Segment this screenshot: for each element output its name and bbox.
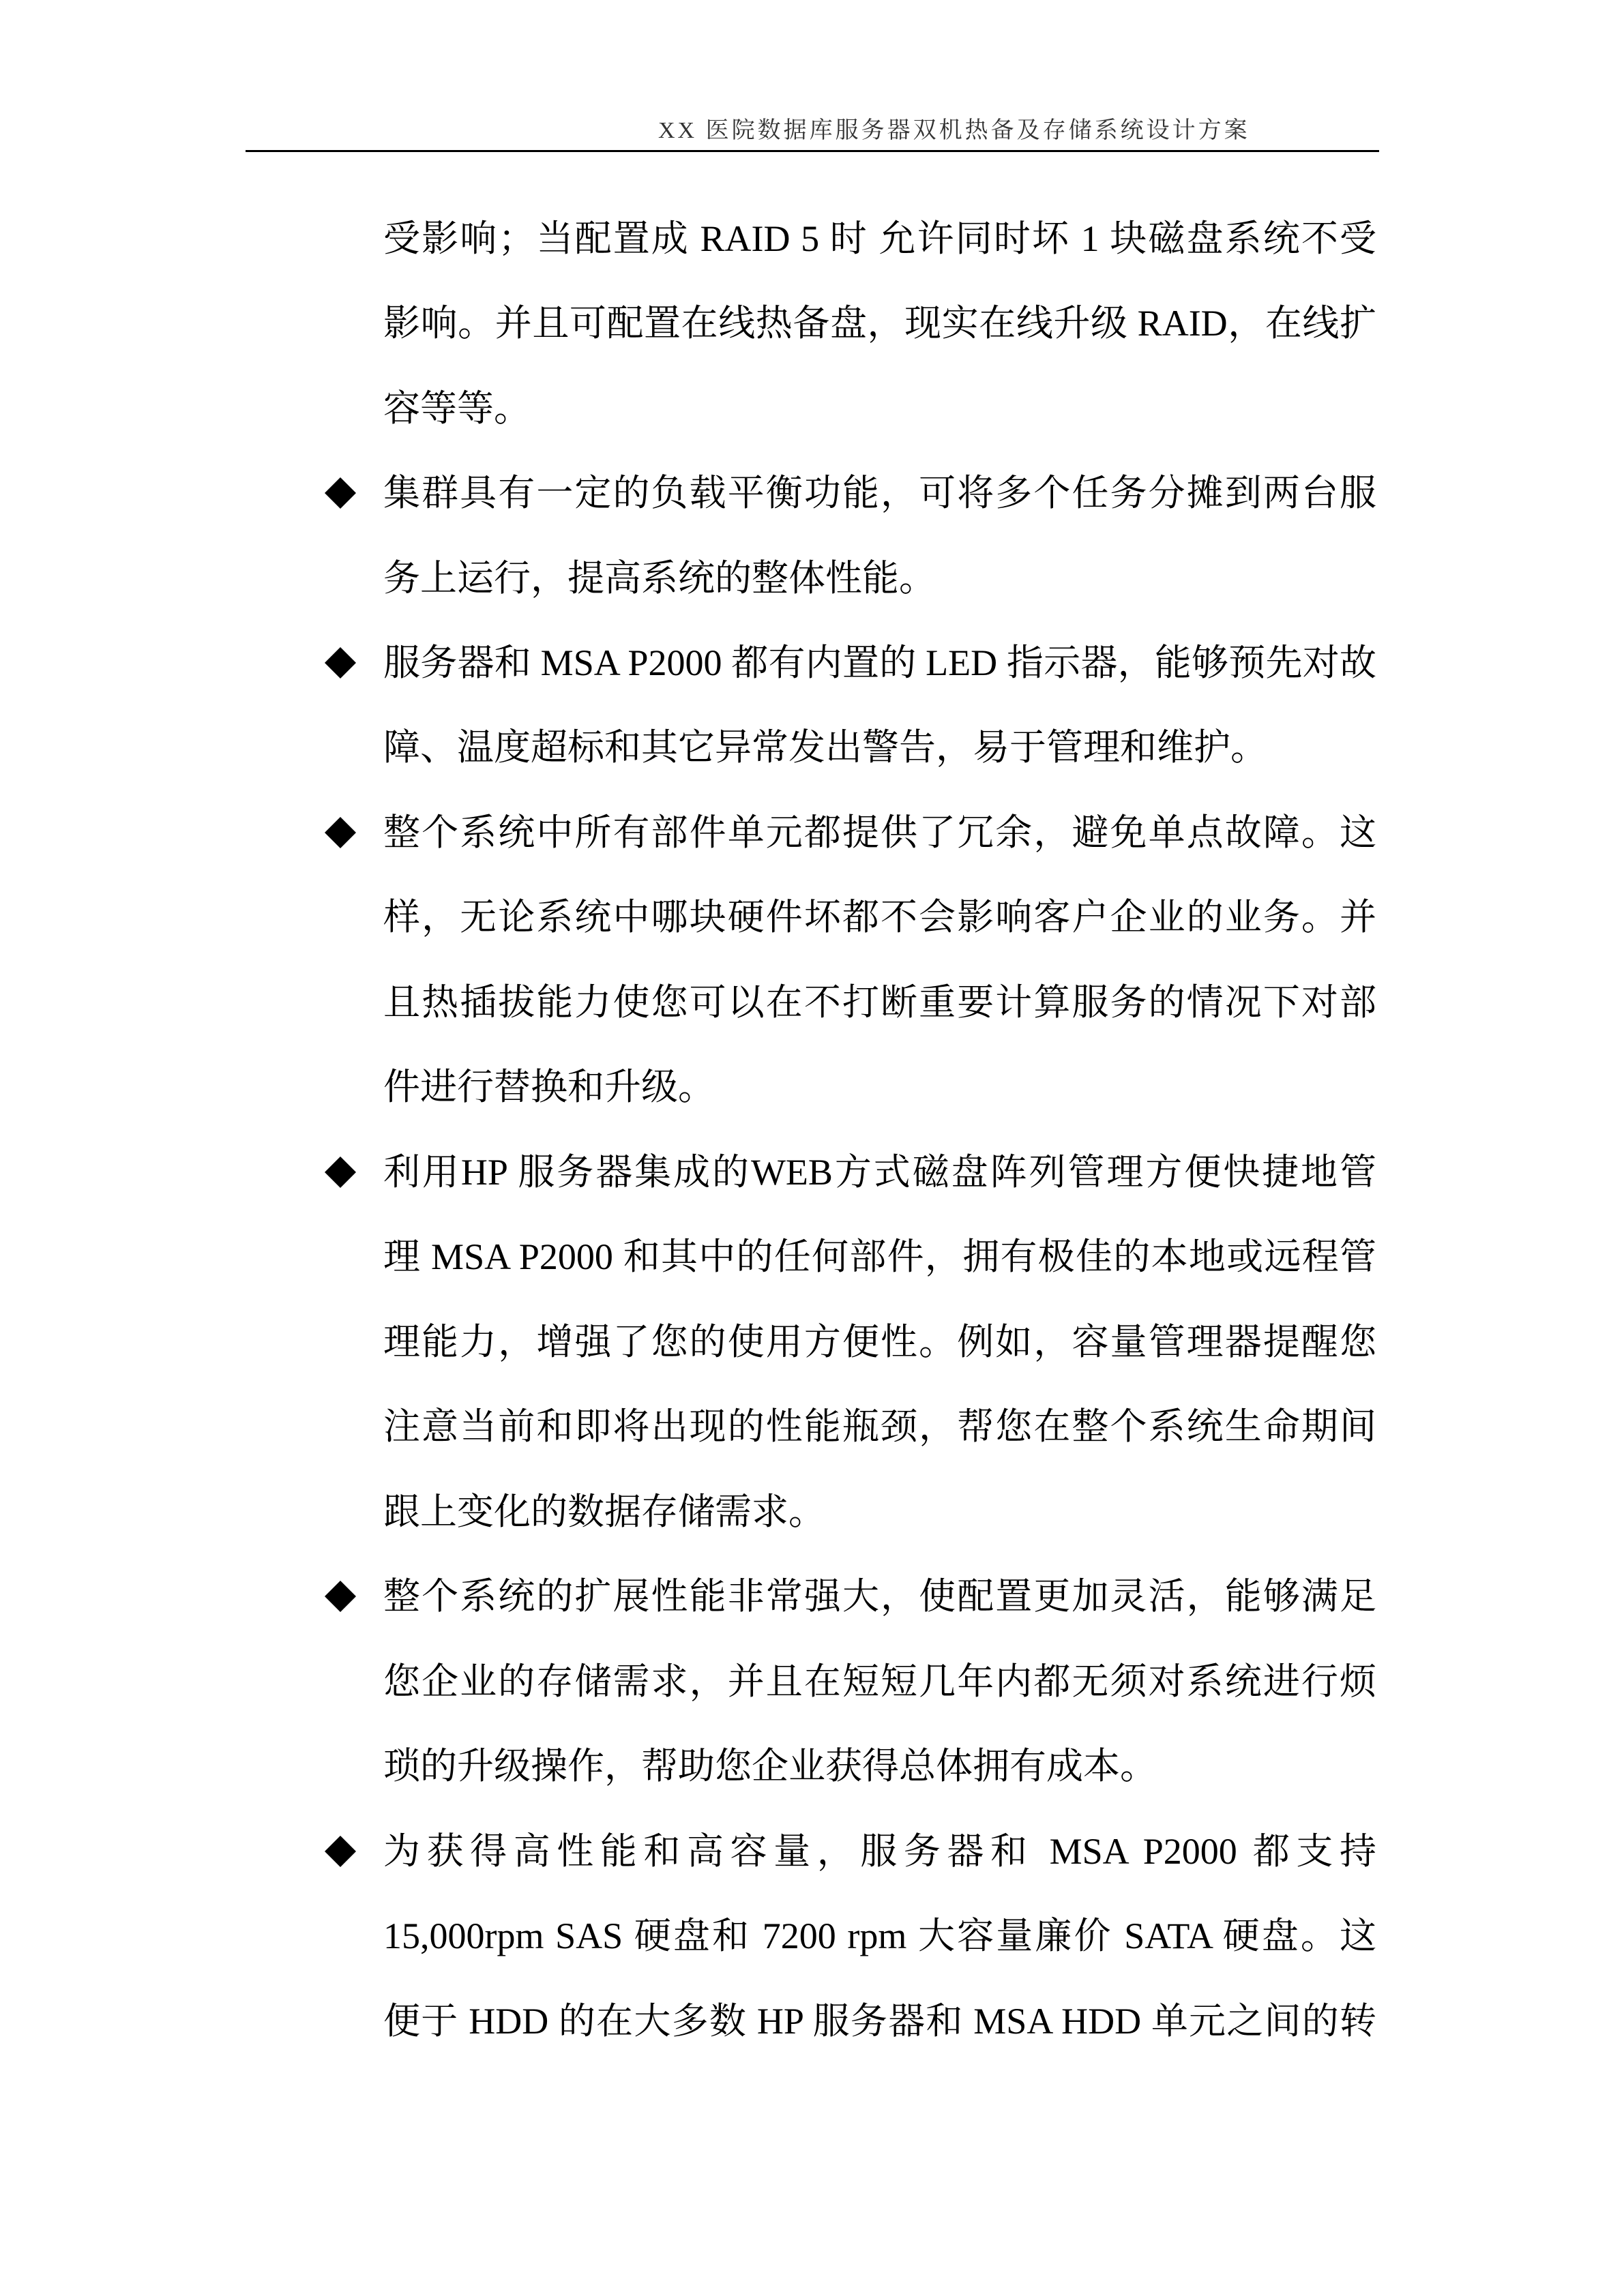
diamond-bullet-icon: [325, 1157, 356, 1188]
text-line: 务上运行，提高系统的整体性能。: [383, 558, 936, 599]
text-line: 受影响；当配置成 RAID 5 时 允许同时坏 1 块磁盘系统不受: [383, 218, 1376, 259]
bullet-item-line: 整个系统的扩展性能非常强大，使配置更加灵活，能够满足: [383, 1576, 1376, 1617]
diamond-bullet-icon: [325, 647, 356, 679]
text-line: 障、温度超标和其它异常发出警告，易于管理和维护。: [383, 727, 1267, 768]
bullet-item-line: 整个系统中所有部件单元都提供了冗余，避免单点故障。这: [383, 812, 1376, 853]
diamond-bullet-icon: [325, 1836, 356, 1867]
text-line: 理 MSA P2000 和其中的任何部件，拥有极佳的本地或远程管: [383, 1236, 1376, 1277]
text-line: 影响。并且可配置在线热备盘，现实在线升级 RAID，在线扩: [383, 303, 1376, 344]
text-line: 件进行替换和升级。: [383, 1067, 715, 1107]
page-header: [246, 109, 1379, 153]
bullet-item-line: 服务器和 MSA P2000 都有内置的 LED 指示器，能够预先对故: [383, 642, 1376, 683]
text-line: 便于 HDD 的在大多数 HP 服务器和 MSA HDD 单元之间的转: [383, 2001, 1376, 2042]
diamond-bullet-icon: [325, 1581, 356, 1612]
text-line: 注意当前和即将出现的性能瓶颈，帮您在整个系统生命期间: [383, 1406, 1376, 1447]
bullet-item-line: 集群具有一定的负载平衡功能，可将多个任务分摊到两台服: [383, 473, 1376, 513]
bullet-item-line: 利用HP 服务器集成的WEB方式磁盘阵列管理方便快捷地管: [383, 1152, 1376, 1193]
text-line: 样，无论系统中哪块硬件坏都不会影响客户企业的业务。并: [383, 897, 1376, 938]
diamond-bullet-icon: [325, 477, 356, 509]
text-line: 且热插拔能力使您可以在不打断重要计算服务的情况下对部: [383, 982, 1376, 1023]
text-line: 跟上变化的数据存储需求。: [383, 1491, 825, 1532]
text-line: 琐的升级操作，帮助您企业获得总体拥有成本。: [383, 1746, 1157, 1787]
bullet-item-line: 为获得高性能和高容量，服务器和 MSA P2000 都支持: [383, 1831, 1376, 1872]
text-line: 理能力，增强了您的使用方便性。例如，容量管理器提醒您: [383, 1322, 1376, 1362]
text-line: 容等等。: [383, 388, 531, 429]
text-line: 15,000rpm SAS 硬盘和 7200 rpm 大容量廉价 SATA 硬盘。这: [383, 1915, 1376, 1956]
document-title: XX 医院数据库服务器双机热备及存储系统设计方案: [658, 118, 1250, 143]
header-divider: [246, 150, 1379, 152]
diamond-bullet-icon: [325, 817, 356, 848]
text-line: 您企业的存储需求，并且在短短几年内都无须对系统进行烦: [383, 1661, 1376, 1702]
